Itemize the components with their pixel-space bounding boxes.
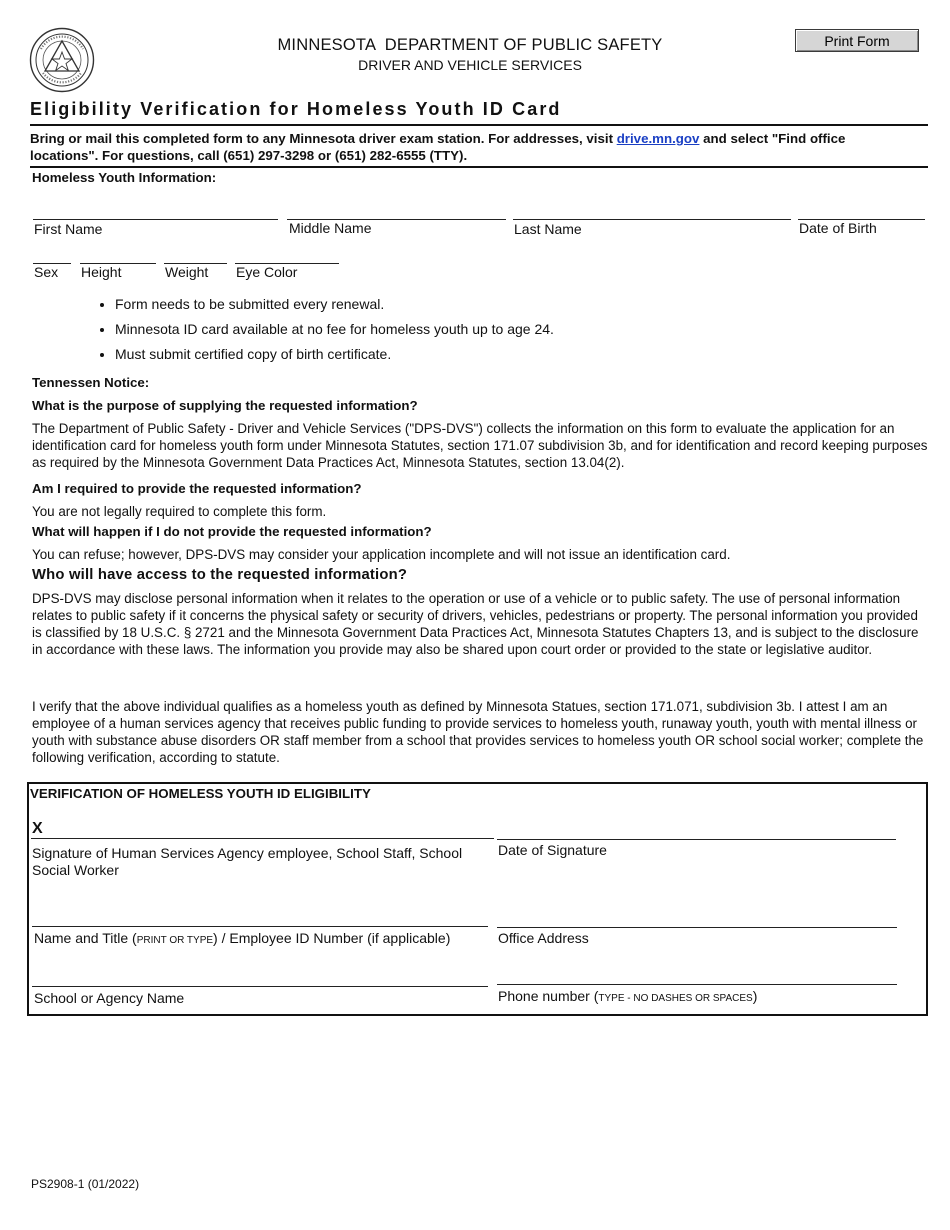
youth-section-label: Homeless Youth Information: xyxy=(32,170,217,185)
intro-instructions xyxy=(30,131,910,164)
state-seal-icon xyxy=(29,27,95,93)
answer-purpose: The Department of Public Safety - Driver and Vehicle Services ("DPS-DVS") collects the information on this form to evaluate the application for an identification card for homeless youth form under Minnesota Statutes, section 171.07 subdivision 3b, and for identification and record keeping purposes as required by the Minnesota Government Data Practices Act, Minnesota Statutes, section 13.04(2). xyxy=(32,421,928,470)
tennessen-notice-title: Tennessen Notice: xyxy=(32,375,150,390)
eye-color-label: Eye Color xyxy=(236,264,298,280)
print-form-button[interactable]: Print Form xyxy=(795,29,919,52)
question-required: Am I required to provide the requested information? xyxy=(32,481,362,496)
name-title-print-or-type: PRINT OR TYPE xyxy=(136,935,214,946)
name-title-label-start: Name and Title ( xyxy=(34,930,137,946)
middle-name-label: Middle Name xyxy=(289,220,372,236)
last-name-label: Last Name xyxy=(514,221,582,237)
name-title-line[interactable] xyxy=(32,926,488,927)
first-name-label: First Name xyxy=(34,221,103,237)
dob-label: Date of Birth xyxy=(799,220,877,236)
verification-title: VERIFICATION OF HOMELESS YOUTH ID ELIGIBILITY xyxy=(30,786,371,801)
height-label: Height xyxy=(81,264,122,280)
signature-x-mark: X xyxy=(32,820,43,837)
drive-mn-gov-link[interactable]: drive.mn.gov xyxy=(616,131,700,146)
department-name: MINNESOTA DEPARTMENT OF PUBLIC SAFETY xyxy=(277,36,663,54)
list-item: • Form needs to be submitted every renewal. xyxy=(115,296,554,321)
form-title: Eligibility Verification for Homeless Youth ID Card xyxy=(30,99,562,119)
first-name-line[interactable] xyxy=(33,219,278,220)
last-name-line[interactable] xyxy=(513,219,791,220)
answer-access: DPS-DVS may disclose personal information when it relates to the operation or use of a vehicle or to public safety. The use of personal information relates to public safety if it concerns the physical safety or security of drivers, vehicles, pedestrians or property. The personal information you provided is classified by 18 U.S.C. § 2721 and the Minnesota Government Data Practices Act, Minnesota Statutes Chapters 13, and is subject to the disclosure in accordance with these laws. The information you provide may also be shared upon court order or provided to the state or legislative auditor. xyxy=(32,591,919,657)
phone-number-line[interactable] xyxy=(497,984,897,985)
title-divider xyxy=(30,124,928,126)
attestation-text: I verify that the above individual qualifies as a homeless youth as defined by Minnesota Statues, section 171.071, subdivision 3b. I attest I am an employee of a human services agency that receives public funding to provide services to homeless youth, runaway youth, youth with mental illness or youth with substance abuse disorders OR staff member from a school that provides services to homeless youth OR school social worker; complete the following verification, according to statute. xyxy=(32,699,924,765)
intro-divider xyxy=(30,166,928,168)
office-address-line[interactable] xyxy=(497,927,897,928)
weight-label: Weight xyxy=(165,264,209,280)
school-agency-line[interactable] xyxy=(32,986,488,987)
date-of-signature-label: Date of Signature xyxy=(498,842,607,858)
school-agency-label: School or Agency Name xyxy=(34,990,185,1006)
office-address-label: Office Address xyxy=(498,930,589,946)
phone-label-end: ) xyxy=(752,988,758,1004)
division-name: DRIVER AND VEHICLE SERVICES xyxy=(358,57,582,73)
name-title-label xyxy=(34,930,450,946)
phone-number-label xyxy=(498,988,757,1004)
list-item: • Must submit certified copy of birth certificate. xyxy=(115,346,554,371)
answer-required: You are not legally required to complete this form. xyxy=(32,504,327,519)
question-access: Who will have access to the requested information? xyxy=(32,567,408,583)
question-purpose: What is the purpose of supplying the requested information? xyxy=(32,398,418,413)
name-title-label-end: ) / Employee ID Number (if applicable) xyxy=(213,930,451,946)
phone-label-start: Phone number ( xyxy=(498,988,599,1004)
form-number: PS2908-1 (01/2022) xyxy=(31,1177,140,1191)
date-of-signature-line[interactable] xyxy=(497,839,896,840)
question-not-provided: What will happen if I do not provide the requested information? xyxy=(32,524,432,539)
intro-text-start: Bring or mail this completed form to any Minnesota driver exam station. For addresses, visit xyxy=(30,131,617,146)
phone-label-instructions: TYPE - NO DASHES OR SPACES xyxy=(598,993,753,1004)
signature-line[interactable] xyxy=(31,838,494,839)
sex-label: Sex xyxy=(34,264,59,280)
list-item: • Minnesota ID card available at no fee for homeless youth up to age 24. xyxy=(115,321,554,346)
requirements-list xyxy=(75,296,554,371)
answer-not-provided: You can refuse; however, DPS-DVS may consider your application incomplete and will not issue an identification card. xyxy=(32,547,731,562)
intro-text-end: and select "Find office locations". For questions, call (651) 297-3298 or (651) 282-6555 (TTY). xyxy=(30,131,846,163)
verification-box xyxy=(27,782,928,1016)
signature-label: Signature of Human Services Agency employee, School Staff, School Social Worker xyxy=(32,845,463,878)
